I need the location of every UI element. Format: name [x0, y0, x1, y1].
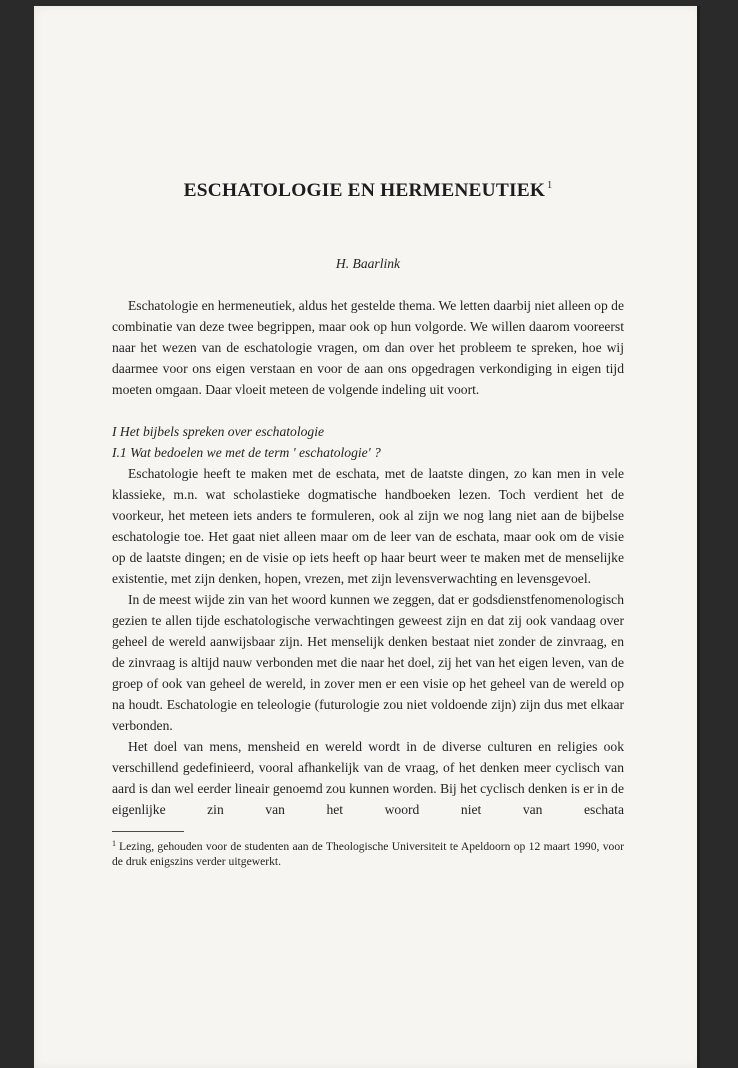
article-content	[112, 180, 624, 869]
footnote-divider	[112, 831, 184, 832]
footnote	[112, 836, 624, 869]
author-name: H. Baarlink	[335, 256, 401, 271]
document-page	[34, 6, 700, 1068]
article-title	[112, 180, 624, 202]
body-paragraph-1: Eschatologie heeft te maken met de eschata, met de laatste dingen, zo kan men in vele klassieke, m.n. wat scholastieke dogmatische handboeken lezen. Toch verdient het de voorkeur, het meteen iets anders te formuleren, ook al zijn we nog lang niet aan de bijbelse eschatologie toe. Het gaat niet alleen maar om de leer van de eschata, maar ook om de visie op de laatste dingen; en de visie op iets heeft op haar beurt weer te maken met de menselijke existentie, met zijn denken, hopen, vrezen, met zijn levensverwachting en levensgevoel.	[112, 466, 624, 586]
title-footnote-marker: 1	[547, 180, 553, 191]
body-paragraph-2: In de meest wijde zin van het woord kunnen we zeggen, dat er godsdienstfenomenologisch gezien te allen tijde eschatologische verwachtingen geweest zijn en dat zij ook vandaag over geheel de wereld aanwijsbaar zijn. Het menselijk denken bestaat niet zonder de zinvraag, en de zinvraag is altijd nauw verbonden met die naar het doel, zij het van het eigen leven, van de groep of ook van geheel de wereld, in zover men er een visie op het geheel van de wereld op na houdt. Eschatologie en teleologie (futurologie zou niet voldoende zijn) zijn dus met elkaar verbonden.	[112, 592, 624, 733]
footnote-marker: 1	[112, 839, 116, 848]
section-heading: I Het bijbels spreken over eschatologie	[112, 424, 325, 439]
footnote-text: Lezing, gehouden voor de studenten aan de Theologische Universiteit te Apeldoorn op 12 maart 1990, voor de druk enigszins verder uitgewerkt.	[112, 840, 624, 868]
article-title-text: ESCHATOLOGIE EN HERMENEUTIEK	[183, 180, 546, 201]
subsection-heading: I.1 Wat bedoelen we met de term ' eschatologie' ?	[112, 445, 381, 460]
intro-paragraph: Eschatologie en hermeneutiek, aldus het gestelde thema. We letten daarbij niet alleen op de combinatie van deze twee begrippen, maar ook op hun volgorde. We willen daarom vooreerst naar het wezen van de eschatologie vragen, om dan over het probleem te spreken, hoe wij daarmee voor ons eigen verstaan en voor de aan ons opgedragen verkondiging in eigen tijd moeten omgaan. Daar vloeit meteen de volgende indeling uit voort.	[112, 298, 624, 397]
body-paragraph-3: Het doel van mens, mensheid en wereld wordt in de diverse culturen en religies ook verschillend gedefinieerd, vooral afhankelijk van de vraag, of het denken meer cyclisch van aard is dan wel eerder lineair genoemd zou kunnen worden. Bij het cyclisch denken is er in de eigenlijke zin van het woord niet van eschata	[112, 739, 624, 817]
